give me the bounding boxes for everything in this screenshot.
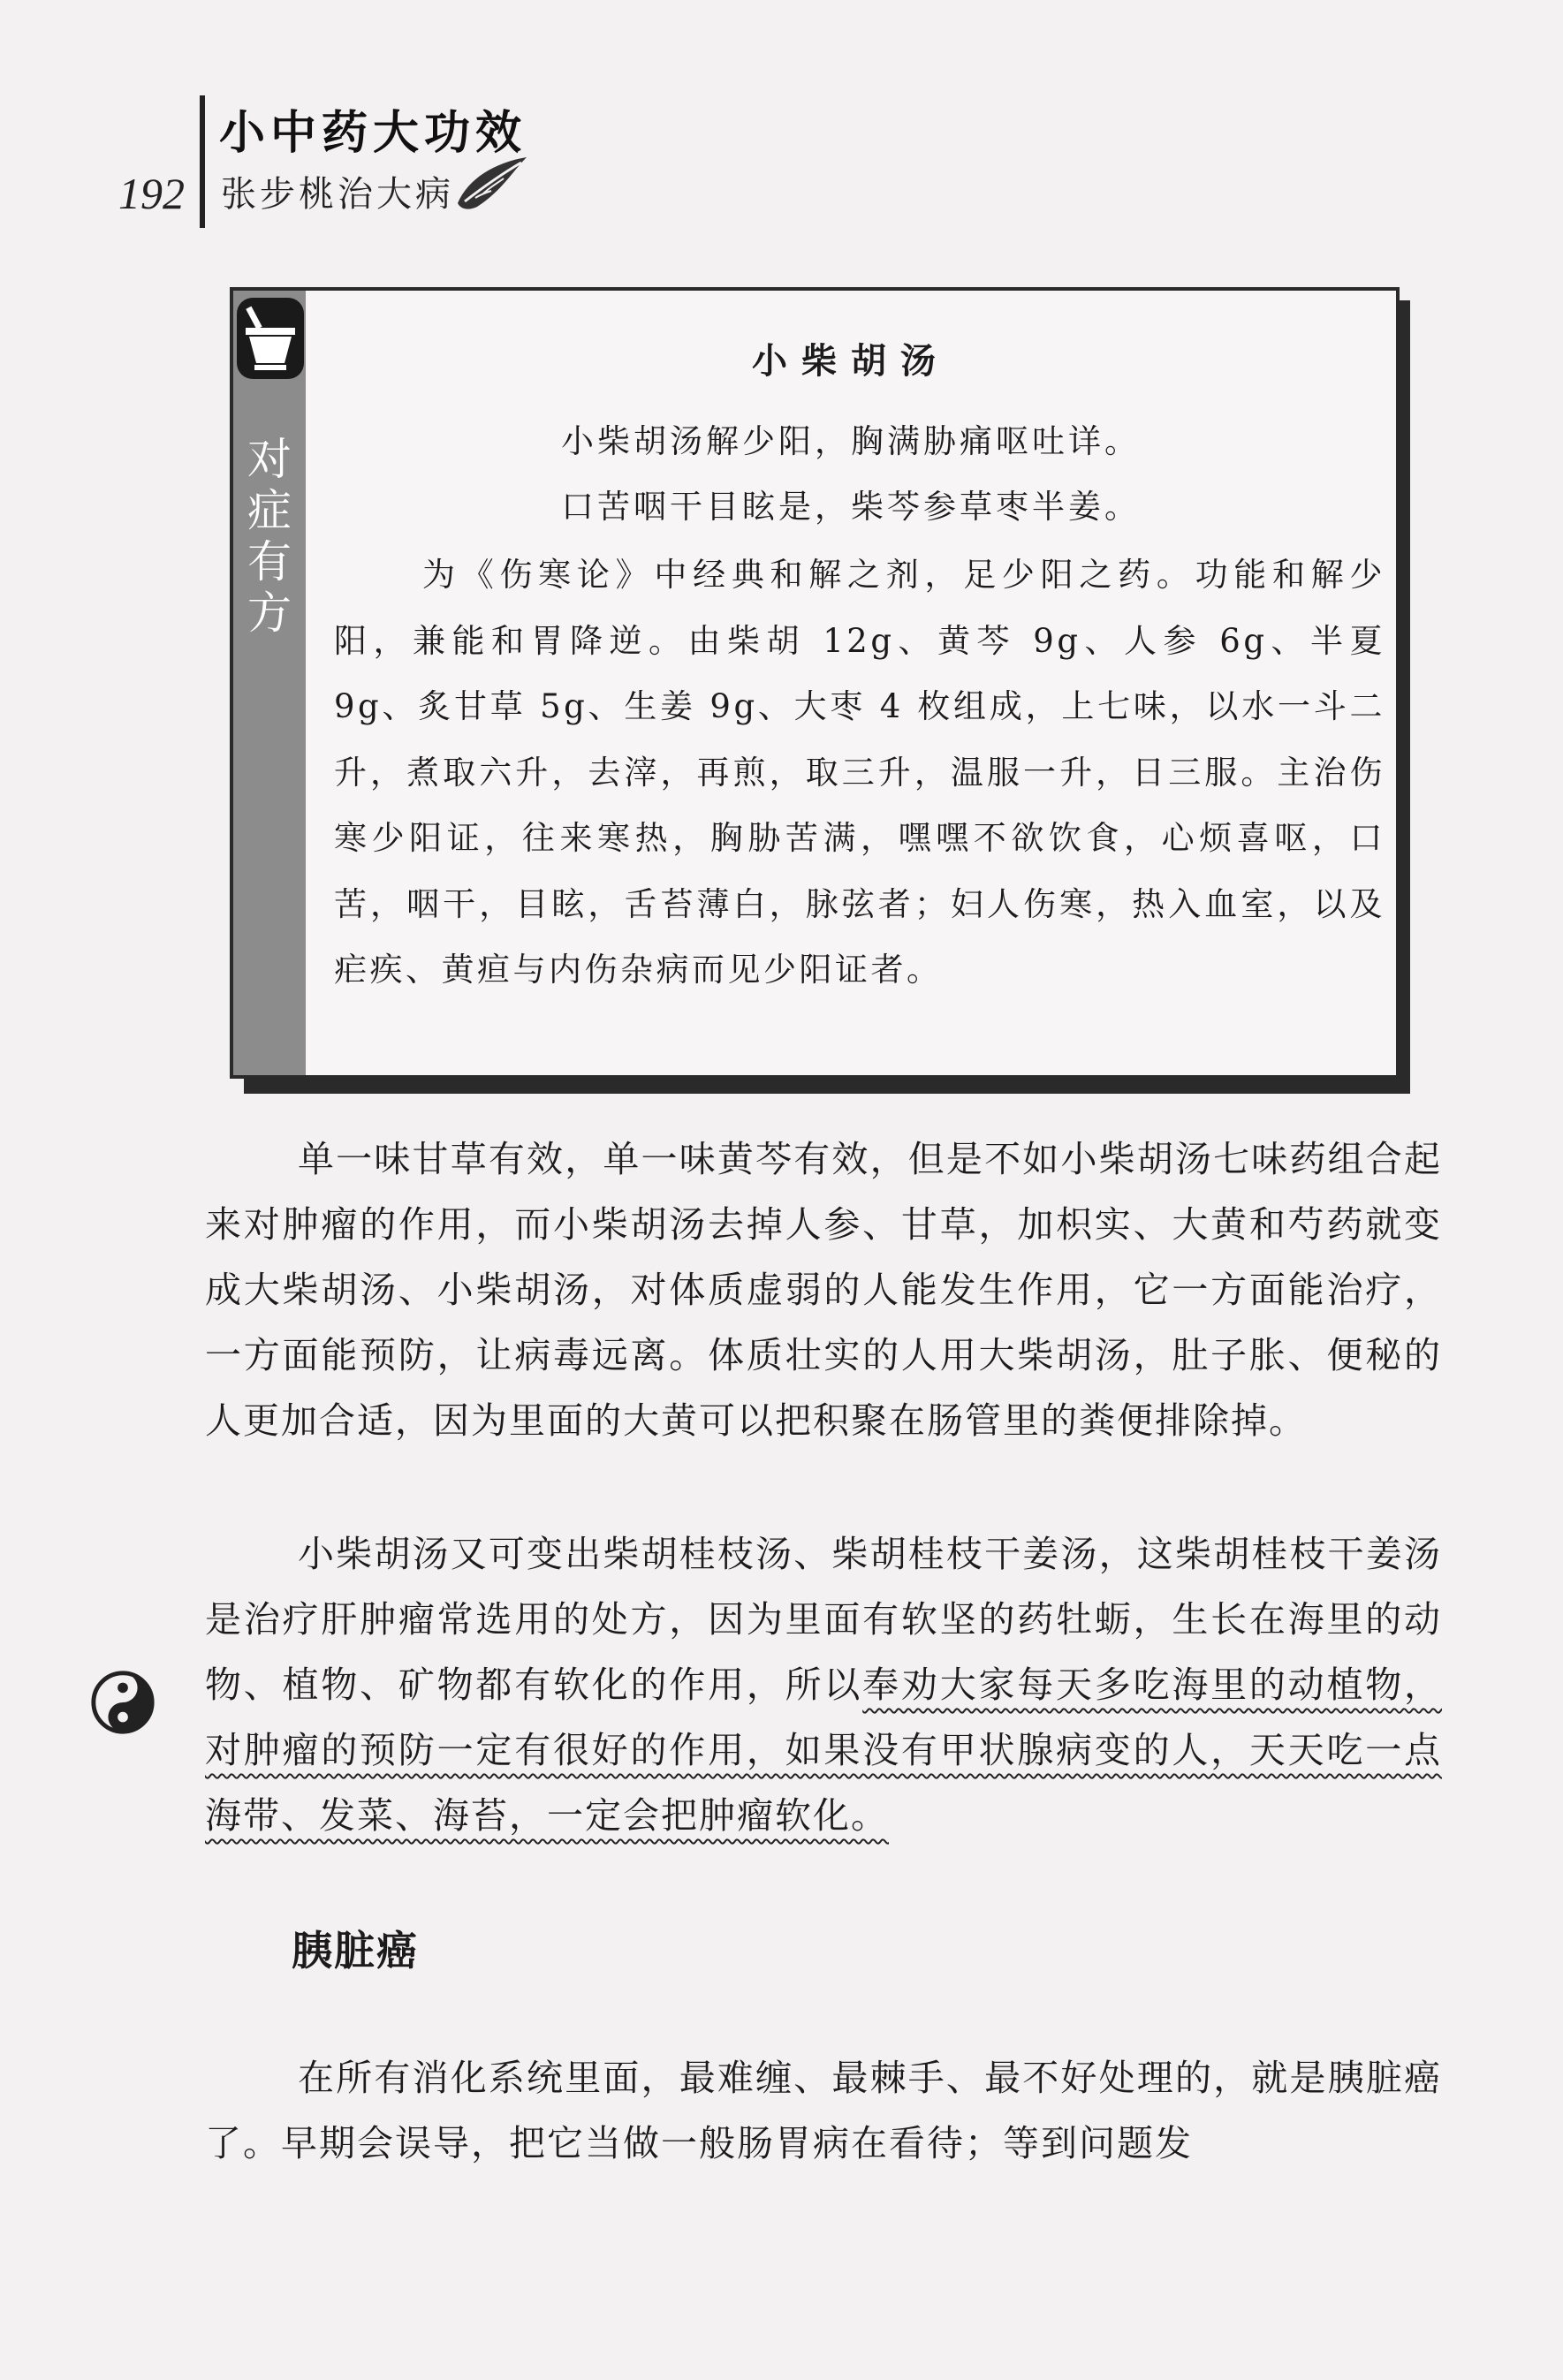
header-divider — [200, 95, 205, 228]
body-paragraph-1: 单一味甘草有效，单一味黄芩有效，但是不如小柴胡汤七味药组合起来对肿瘤的作用，而小柴胡汤去掉人参、甘草，加枳实、大黄和芍药就变成大柴胡汤、小柴胡汤，对体质虚弱的人能发生作用，它一方面能治疗，一方面能预防，让病毒远离。体质壮实的人用大柴胡汤，肚子胀、便秘的人更加合适，因为里面的大黄可以把积聚在肠管里的粪便排除掉。 — [205, 1138, 1442, 1442]
series-subtitle: 张步桃治大病 — [221, 174, 454, 215]
recipe-side-strip — [233, 291, 306, 1075]
recipe-box — [230, 287, 1400, 1079]
body-paragraph-2-text: 小柴胡汤又可变出柴胡桂枝汤、柴胡桂枝干姜汤，这柴胡桂枝干姜汤是治疗肝肿瘤常选用的处方，因为里面有软坚的药牡蛎，生长在海里的动物、植物、矿物都有软化的作用，所以 — [205, 1533, 1442, 1706]
recipe-title: 小柴胡汤 — [752, 341, 950, 382]
underlined-advice: 奉劝大家每天多吃海里的动植物，对肿瘤的预防一定有很好的作用，如果没有甲状腺病变的人，天天吃一点海带、发菜、海苔，一定会把肿瘤软化。 — [205, 1664, 1443, 1837]
body-paragraph-2 — [205, 1521, 1442, 1848]
side-label — [242, 434, 297, 639]
body-paragraph-3: 在所有消化系统里面，最难缠、最棘手、最不好处理的，就是胰脏癌了。早期会误导，把它当做一般肠胃病在看待；等到问题发 — [205, 2057, 1442, 2164]
side-label-char: 方 — [247, 587, 292, 639]
recipe-paragraph: 为《伤寒论》中经典和解之剂，足少阳之药。功能和解少阳，兼能和胃降逆。由柴胡 12g、黄芩 9g、人参 6g、半夏 9g、炙甘草 5g、生姜 9g、大枣 4 枚组成，上七味，以水一斗二升，煮取六升，去滓，再煎，取三升，温服一升，日三服。主治伤寒少阳证，往来寒热，胸胁苦满，嘿嘿不欲饮食，心烦喜呕，口苦，咽干，目眩，舌苔薄白，脉弦者；妇人伤寒，热入血室，以及疟疾、黄疸与内伤杂病而见少阳证者。 — [334, 556, 1385, 989]
recipe-verse-2: 口苦咽干目眩是，柴芩参草枣半姜。 — [561, 488, 1141, 526]
page-number: 192 — [118, 169, 185, 218]
mortar-pestle-icon — [237, 298, 304, 379]
side-label-char: 对 — [247, 434, 292, 485]
taiji-icon — [88, 1668, 157, 1737]
side-label-char: 症 — [247, 485, 292, 536]
brush-leaf-icon — [451, 152, 532, 214]
mortar-badge — [237, 298, 304, 379]
book-title: 小中药大功效 — [219, 107, 527, 160]
side-label-char: 有 — [247, 536, 292, 587]
recipe-verse-1: 小柴胡汤解少阳，胸满胁痛呕吐详。 — [561, 422, 1141, 460]
section-heading: 胰脏癌 — [292, 1927, 419, 1974]
